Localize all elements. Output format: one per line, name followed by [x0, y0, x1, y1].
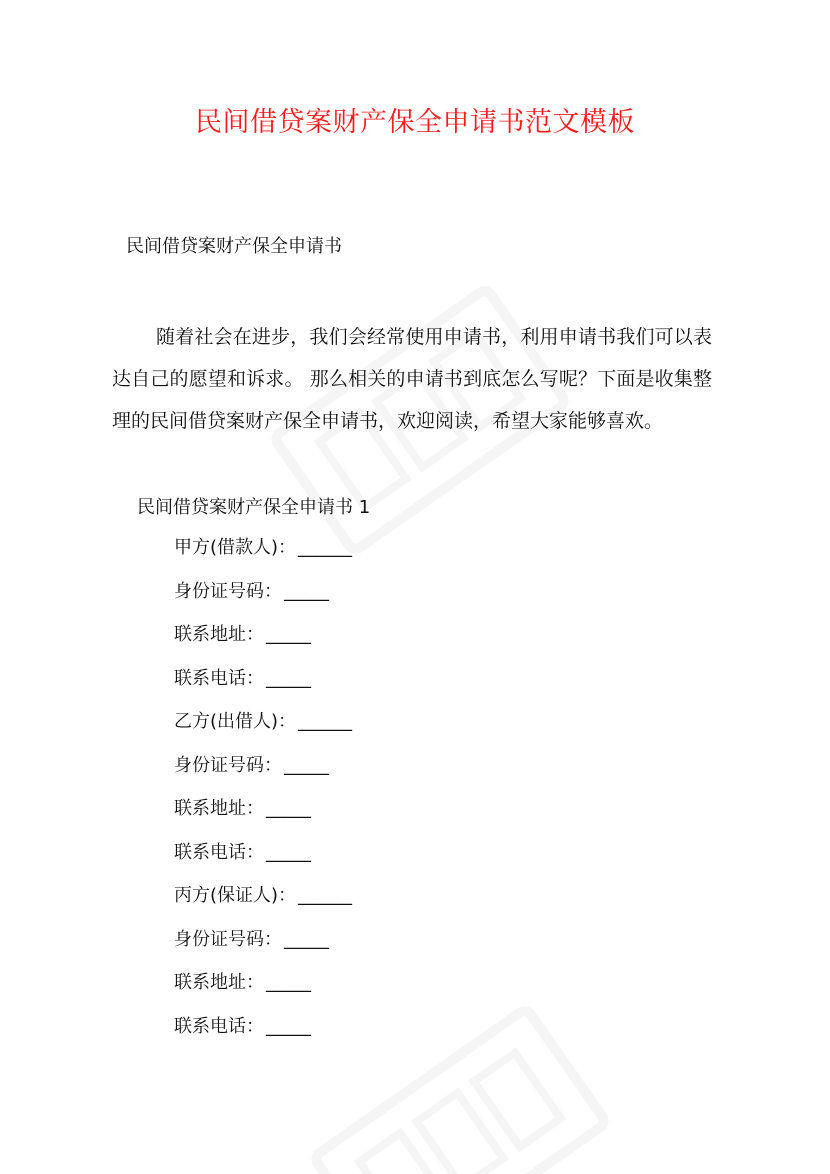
field-row-guarantor-address — [174, 967, 352, 1011]
field-label: 联系电话： — [174, 1015, 264, 1037]
field-row-guarantor-phone — [174, 1011, 352, 1055]
field-blank: _____ — [284, 928, 329, 950]
field-blank: _____ — [266, 841, 311, 863]
field-label: 联系地址： — [174, 798, 264, 819]
field-blank: ______ — [298, 711, 353, 732]
field-blank: _____ — [284, 754, 329, 776]
field-label: 丙方(保证人)： — [174, 885, 297, 906]
field-label: 身份证号码： — [174, 928, 282, 950]
field-row-borrower — [174, 532, 352, 576]
field-label: 身份证号码： — [174, 754, 282, 776]
field-blank: ______ — [298, 885, 353, 906]
field-row-lender-address — [174, 793, 352, 837]
field-row-guarantor-id — [174, 924, 352, 968]
field-blank: _____ — [266, 624, 311, 645]
field-row-borrower-address — [174, 619, 352, 663]
field-label: 甲方(借款人)： — [174, 537, 297, 558]
field-label: 乙方(出借人)： — [174, 711, 297, 732]
section-heading: 民间借贷案财产保全申请书 1 — [137, 497, 371, 518]
watermark-stamp-bottom — [313, 1008, 606, 1174]
field-row-lender-id — [174, 750, 352, 794]
field-row-borrower-phone — [174, 663, 352, 707]
field-row-guarantor — [174, 880, 352, 924]
field-label: 身份证号码： — [174, 580, 282, 602]
field-blank: ______ — [298, 537, 353, 558]
document-subtitle: 民间借贷案财产保全申请书 — [126, 236, 342, 257]
field-label: 联系电话： — [174, 667, 264, 689]
intro-paragraph: 随着社会在进步，我们会经常使用申请书，利用申请书我们可以表达自己的愿望和诉求。 那么相关的申请书到底怎么写呢？下面是收集整理的民间借贷案财产保全申请书，欢迎阅读，希望大家能够喜欢。 — [112, 326, 712, 432]
field-row-lender — [174, 706, 352, 750]
field-label: 联系电话： — [174, 841, 264, 863]
field-blank: _____ — [266, 972, 311, 993]
document-title: 民间借贷案财产保全申请书范文模板 — [195, 107, 635, 138]
field-label: 联系地址： — [174, 624, 264, 645]
field-label: 联系地址： — [174, 972, 264, 993]
field-blank: _____ — [266, 1015, 311, 1037]
party-fields-list — [174, 532, 352, 1054]
field-blank: _____ — [284, 580, 329, 602]
field-blank: _____ — [266, 667, 311, 689]
field-row-lender-phone — [174, 837, 352, 881]
field-blank: _____ — [266, 798, 311, 819]
field-row-borrower-id — [174, 576, 352, 620]
